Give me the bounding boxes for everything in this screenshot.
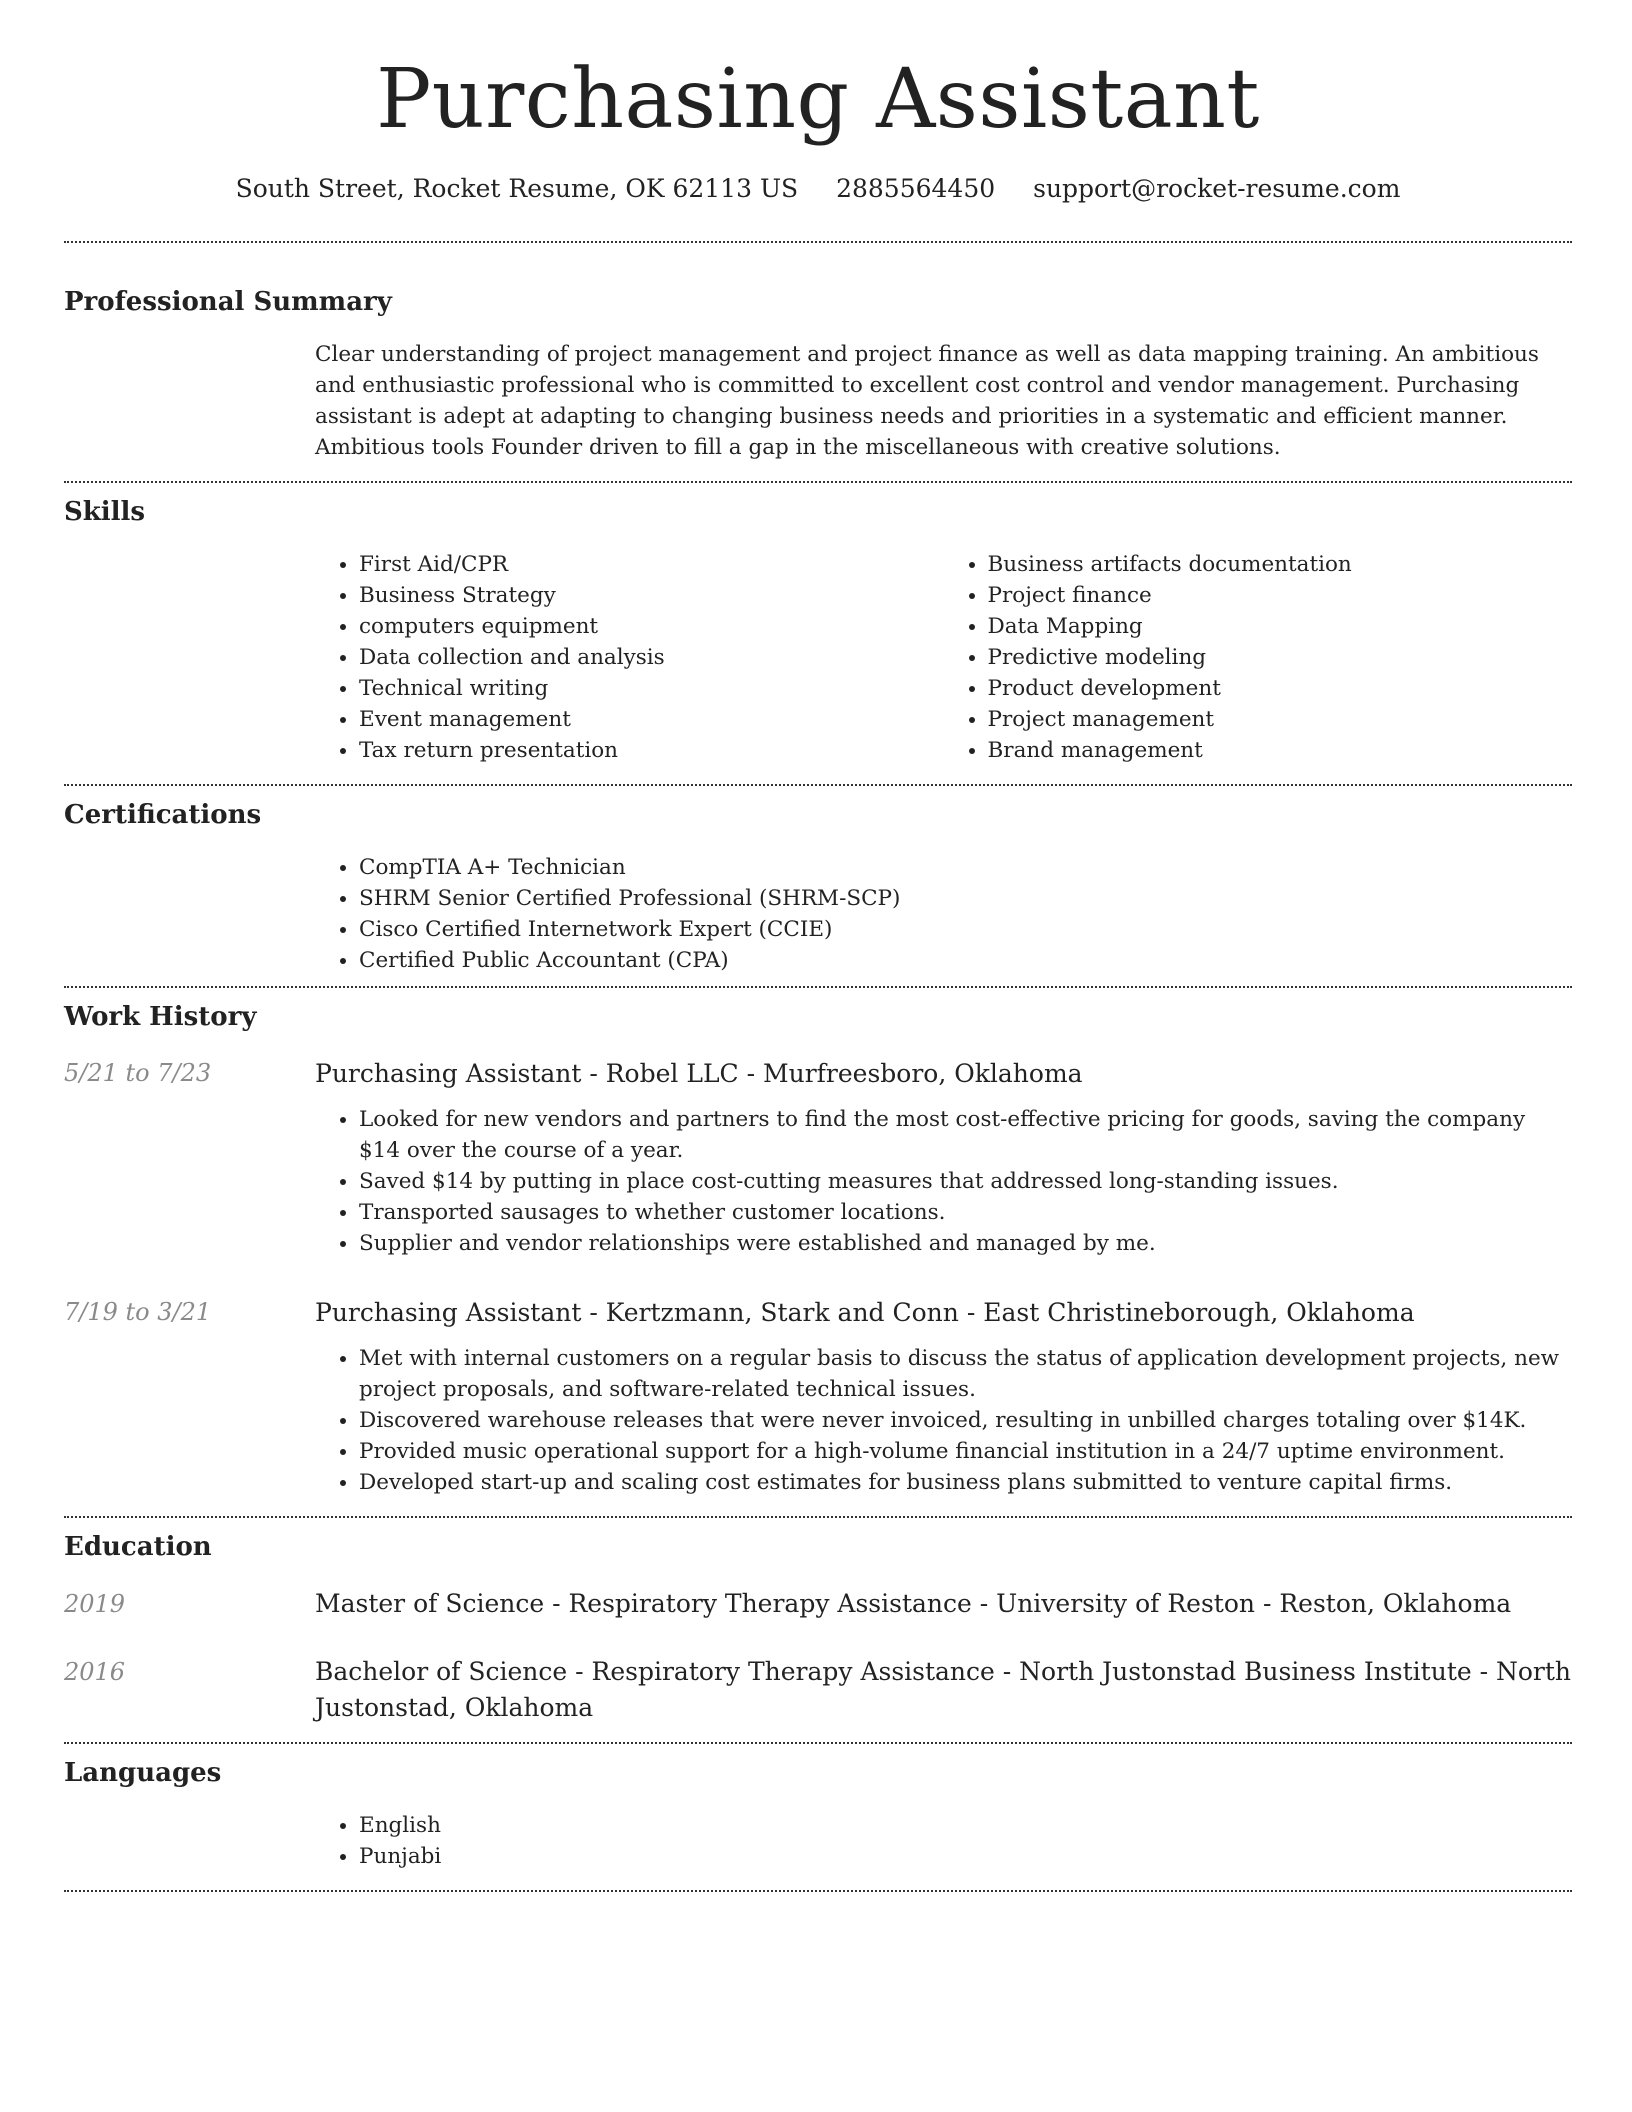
list-item: • Developed start-up and scaling cost estimates for business plans submitted to venture capital firms. xyxy=(359,1467,1572,1498)
divider xyxy=(64,1742,1572,1744)
list-item: • Business Strategy xyxy=(359,580,944,611)
education-entry xyxy=(64,1586,1572,1622)
list-item: • Predictive modeling xyxy=(988,642,1573,673)
list-item: • Technical writing xyxy=(359,673,944,704)
section-title-languages: Languages xyxy=(64,1758,222,1788)
list-item: • Business artifacts documentation xyxy=(988,549,1573,580)
list-item: • First Aid/CPR xyxy=(359,549,944,580)
list-item: • Certified Public Accountant (CPA) xyxy=(359,945,1572,976)
resume-name: Purchasing Assistant xyxy=(376,52,1260,147)
list-item: • Punjabi xyxy=(359,1841,1572,1872)
list-item: • Data collection and analysis xyxy=(359,642,944,673)
section-title-summary: Professional Summary xyxy=(64,287,392,317)
list-item: • Project finance xyxy=(988,580,1573,611)
list-item: • Cisco Certified Internetwork Expert (CCIE) xyxy=(359,914,1572,945)
list-item: • Project management xyxy=(988,704,1573,735)
list-item: • Provided music operational support for a high-volume financial institution in a 24/7 uptime environment. xyxy=(359,1436,1572,1467)
job-title: Purchasing Assistant - Kertzmann, Stark and Conn - East Christineborough, Oklahoma xyxy=(315,1298,1415,1327)
section-title-work-history: Work History xyxy=(64,1002,257,1032)
skills-left-column xyxy=(315,549,944,766)
job-entry xyxy=(64,1295,1572,1498)
languages-list xyxy=(315,1810,1572,1872)
section-title-certifications: Certifications xyxy=(64,800,262,830)
list-item: • Discovered warehouse releases that were never invoiced, resulting in unbilled charges totaling over $14K. xyxy=(359,1405,1572,1436)
section-title-skills: Skills xyxy=(64,497,146,527)
divider xyxy=(64,784,1572,786)
list-item: • Looked for new vendors and partners to find the most cost-effective pricing for goods, saving the company $14 over the course of a year. xyxy=(359,1104,1572,1166)
resume-page xyxy=(64,0,1572,1892)
education-title: Master of Science - Respiratory Therapy Assistance - University of Reston - Reston, Oklahoma xyxy=(315,1589,1512,1618)
job-dates: 5/21 to 7/23 xyxy=(64,1059,212,1087)
phone: 2885564450 xyxy=(836,174,996,203)
job-title: Purchasing Assistant - Robel LLC - Murfreesboro, Oklahoma xyxy=(315,1059,1083,1088)
list-item: • Product development xyxy=(988,673,1573,704)
skills-list xyxy=(315,549,1572,766)
list-item: • Met with internal customers on a regular basis to discuss the status of application development projects, new project proposals, and software-related technical issues. xyxy=(359,1343,1572,1405)
list-item: • CompTIA A+ Technician xyxy=(359,852,1572,883)
divider xyxy=(64,1516,1572,1518)
list-item: • Data Mapping xyxy=(988,611,1573,642)
job-dates: 7/19 to 3/21 xyxy=(64,1298,212,1326)
divider xyxy=(64,241,1572,243)
job-entry xyxy=(64,1056,1572,1259)
list-item: • computers equipment xyxy=(359,611,944,642)
skills-right-column xyxy=(944,549,1573,766)
list-item: • English xyxy=(359,1810,1572,1841)
job-bullets xyxy=(315,1104,1572,1259)
list-item: • Transported sausages to whether customer locations. xyxy=(359,1197,1572,1228)
divider xyxy=(64,986,1572,988)
certifications-list xyxy=(315,852,1572,976)
education-entry xyxy=(64,1654,1572,1726)
education-year: 2019 xyxy=(64,1590,126,1618)
list-item: • Supplier and vendor relationships were established and managed by me. xyxy=(359,1228,1572,1259)
list-item: • Brand management xyxy=(988,735,1573,766)
contact-line xyxy=(64,172,1572,206)
list-item: • Saved $14 by putting in place cost-cutting measures that addressed long-standing issues. xyxy=(359,1166,1572,1197)
education-title: Bachelor of Science - Respiratory Therapy Assistance - North Justonstad Business Institute - North Justonstad, Oklahoma xyxy=(315,1657,1572,1722)
address: South Street, Rocket Resume, OK 62113 US xyxy=(235,174,799,203)
summary-text: Clear understanding of project management and project finance as well as data mapping training. An ambitious and enthusiastic professional who is committed to excellent cost control and vendor management. Purchasing assistant is adept at adapting to changing business needs and priorities in a systematic and efficient manner. Ambitious tools Founder driven to fill a gap in the miscellaneous with creative solutions. xyxy=(315,342,1539,460)
list-item: • SHRM Senior Certified Professional (SHRM-SCP) xyxy=(359,883,1572,914)
divider xyxy=(64,1890,1572,1892)
education-year: 2016 xyxy=(64,1658,126,1686)
divider xyxy=(64,481,1572,483)
job-bullets xyxy=(315,1343,1572,1498)
list-item: • Tax return presentation xyxy=(359,735,944,766)
list-item: • Event management xyxy=(359,704,944,735)
email: support@rocket-resume.com xyxy=(1033,174,1401,203)
section-title-education: Education xyxy=(64,1532,212,1562)
